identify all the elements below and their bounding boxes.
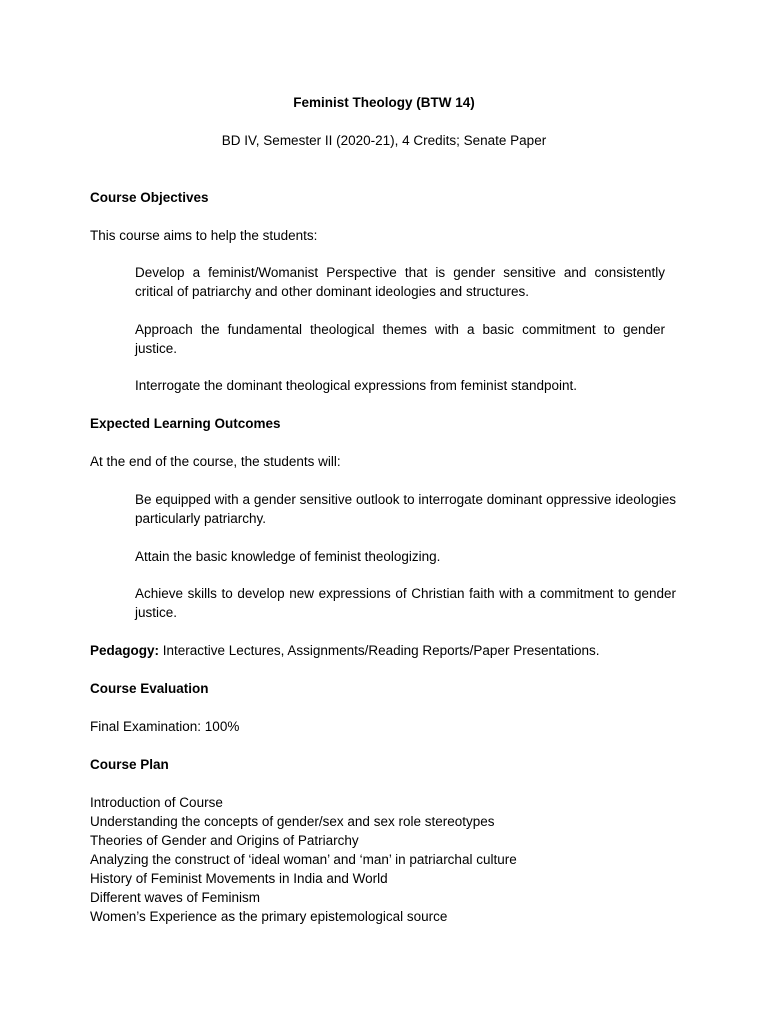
document-subtitle: BD IV, Semester II (2020-21), 4 Credits; Senate Paper — [221, 133, 547, 148]
objective-item: Develop a feminist/Womanist Perspective that is gender sensitive and consistently critical of patriarchy and other dominant ideologies and structures. — [135, 265, 665, 299]
list-item: Understanding the concepts of gender/sex and sex role stereotypes — [90, 814, 495, 829]
list-item: Analyzing the construct of ‘ideal woman’ and ‘man’ in patriarchal culture — [90, 852, 517, 867]
course-plan-list — [90, 793, 517, 926]
list-item: Theories of Gender and Origins of Patriarchy — [90, 833, 359, 848]
document-title: Feminist Theology (BTW 14) — [293, 95, 475, 110]
pedagogy-text: Interactive Lectures, Assignments/Reading Reports/Paper Presentations. — [159, 643, 600, 658]
outcomes-heading: Expected Learning Outcomes — [90, 416, 281, 431]
outcome-item: Attain the basic knowledge of feminist theologizing. — [135, 549, 441, 564]
pedagogy-line — [90, 641, 600, 660]
list-item: History of Feminist Movements in India and World — [90, 871, 388, 886]
outcome-item: Be equipped with a gender sensitive outlook to interrogate dominant oppressive ideologies particularly patriarchy. — [135, 492, 676, 526]
list-item: Introduction of Course — [90, 795, 223, 810]
evaluation-heading: Course Evaluation — [90, 681, 209, 696]
objective-item: Approach the fundamental theological themes with a basic commitment to gender justice. — [135, 322, 665, 356]
outcomes-intro: At the end of the course, the students will: — [90, 454, 341, 469]
outcome-item: Achieve skills to develop new expressions of Christian faith with a commitment to gender justice. — [135, 586, 676, 620]
evaluation-text: Final Examination: 100% — [90, 719, 240, 734]
pedagogy-label: Pedagogy: — [90, 643, 160, 658]
list-item: Different waves of Feminism — [90, 890, 261, 905]
objectives-intro: This course aims to help the students: — [90, 228, 318, 243]
objectives-heading: Course Objectives — [90, 190, 209, 205]
objective-item: Interrogate the dominant theological expressions from feminist standpoint. — [135, 378, 577, 393]
plan-heading: Course Plan — [90, 757, 169, 772]
list-item: Women’s Experience as the primary epistemological source — [90, 909, 448, 924]
